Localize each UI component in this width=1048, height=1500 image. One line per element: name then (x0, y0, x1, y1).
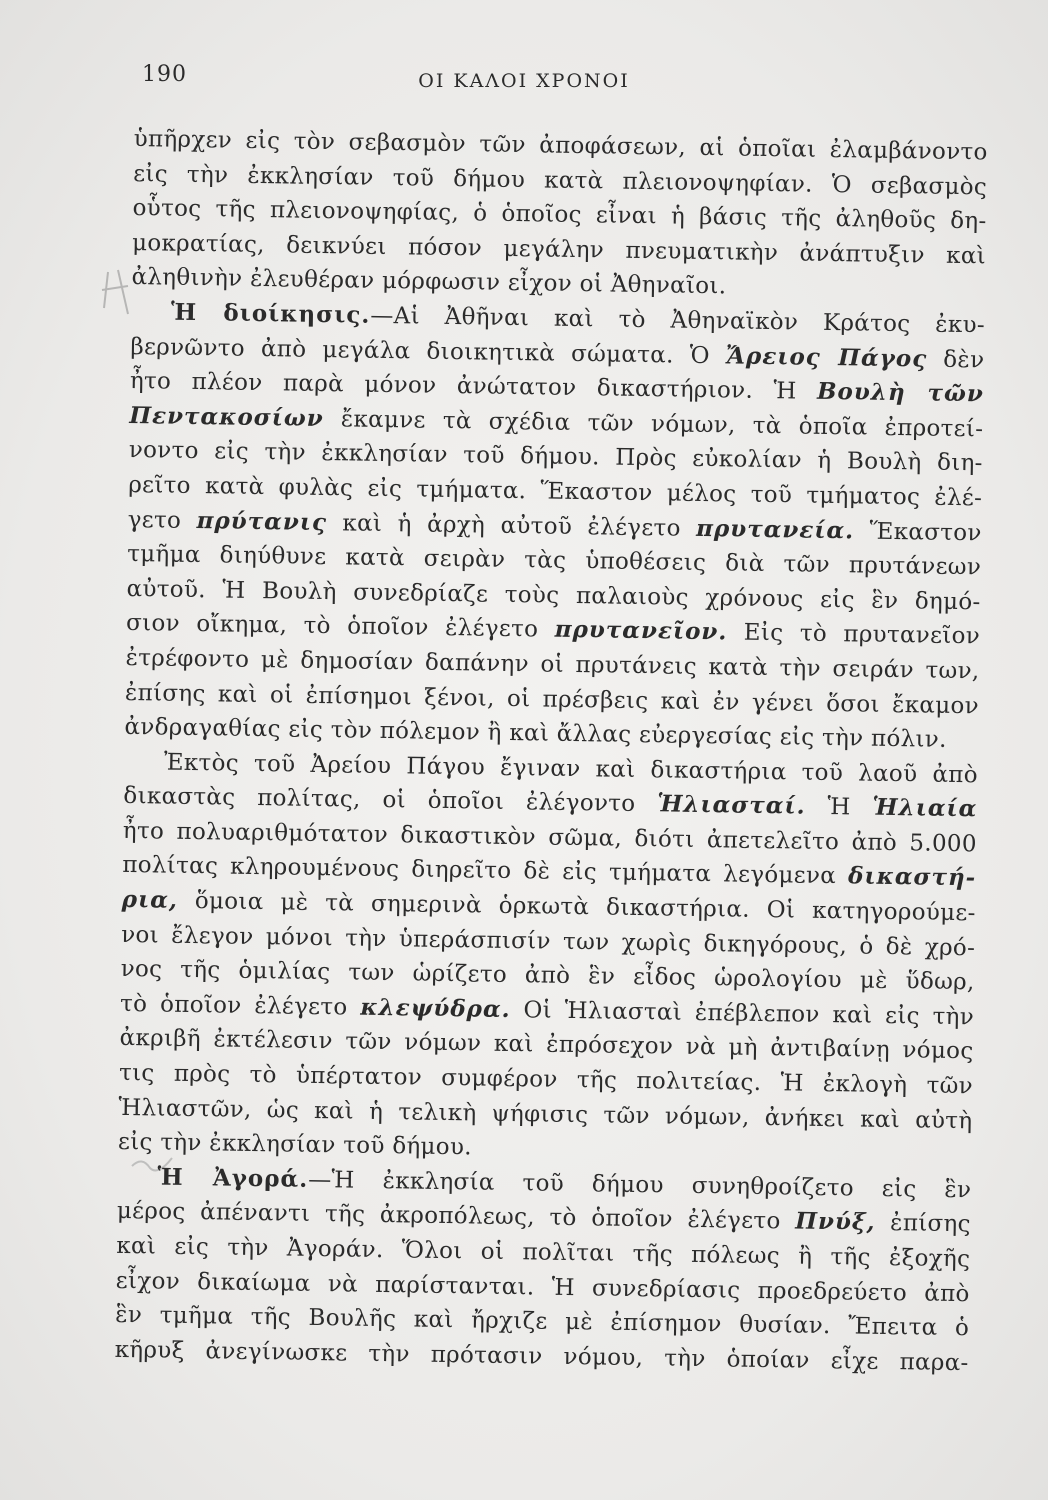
text-line: ρια, ὅμοια μὲ τὰ σημερινὰ ὁρκωτὰ δικαστήρια. Οἱ κατηγορούμε- (121, 885, 976, 927)
text-line: σιον οἴκημα, τὸ ὁποῖον ἐλέγετο πρυτανεῖον. Εἰς τὸ πρυτανεῖον (125, 610, 981, 650)
page-number: 190 (142, 62, 187, 87)
running-title: ΟΙ ΚΑΛΟΙ ΧΡΟΝΟΙ (418, 70, 630, 92)
text-line: ἦτο πλέον παρὰ μόνον ἀνώτατον δικαστήριον. Ἡ Βουλὴ τῶν (129, 368, 985, 408)
emphasized-term: Ἄρειος Πάγος (725, 341, 928, 373)
text-line: οὗτος τῆς πλειονοψηφίας, ὁ ὁποῖος εἶναι ἡ βάσις τῆς ἀληθοῦς δη- (132, 195, 987, 235)
emphasized-term: Ἡλιαία (872, 793, 978, 823)
text-line: τμῆμα διηύθυνε κατὰ σειρὰν τὰς ὑποθέσεις διὰ τῶν πρυτάνεων (127, 541, 982, 581)
text-line: εἰς τὴν ἐκκλησίαν τοῦ δήμου κατὰ πλειονοψηφίαν. Ὁ σεβασμὸς (132, 160, 988, 200)
text-line: ὑπῆρχεν εἰς τὸν σεβασμὸν τῶν ἀποφάσεων, αἱ ὁποῖαι ἐλαμβάνοντο (133, 125, 988, 166)
text-line: εἶχον δικαίωμα νὰ παρίστανται. Ἡ συνεδρίασις προεδρεύετο ἀπὸ (115, 1267, 970, 1307)
text-line: ἓν τμῆμα τῆς Βουλῆς καὶ ἤρχιζε μὲ ἐπίσημον θυσίαν. Ἔπειτα ὁ (115, 1302, 970, 1342)
section-heading-administration: Ἡ διοίκησις. (170, 298, 371, 329)
emphasized-term: ρια, (121, 885, 179, 914)
text-line: νοντο εἰς τὴν ἐκκλησίαν τοῦ δήμου. Πρὸς εὐκολίαν ἡ Βουλὴ διη- (128, 437, 983, 477)
emphasized-term: Πεντακοσίων (129, 401, 324, 432)
text-line: κῆρυξ ἀνεγίνωσκε τὴν πρότασιν νόμου, τὴν ὁποίαν εἶχε παρα- (114, 1336, 969, 1377)
emphasized-term: κλεψύδρα. (360, 993, 511, 1023)
text-line: ἀκριβῆ ἐκτέλεσιν τῶν νόμων καὶ ἐπρόσεχον νὰ μὴ ἀντιβαίνῃ νόμος (119, 1025, 974, 1065)
text-line: ρεῖτο κατὰ φυλὰς εἰς τμήματα. Ἕκαστον μέλος τοῦ τμήματος ἐλέ- (128, 471, 983, 512)
text-line: Ἡ Ἀγορά.—Ἡ ἐκκλησία τοῦ δήμου συνηθροίζετο εἰς ἓν (157, 1163, 972, 1204)
text-line: βερνῶντο ἀπὸ μεγάλα διοικητικὰ σώματα. Ὁ Ἄρειος Πάγος δὲν (130, 333, 985, 373)
text-line: Ἡ διοίκησις.—Αἱ Ἀθῆναι καὶ τὸ Ἀθηναϊκὸν Κράτος ἐκυ- (170, 298, 986, 339)
text-line: ἐπίσης καὶ οἱ ἐπίσημοι ξένοι, οἱ πρέσβεις καὶ ἐν γένει ὅσοι ἔκαμον (124, 679, 980, 719)
emphasized-term: πρυτανεία. (695, 514, 855, 544)
text-line: μοκρατίας, δεικνύει πόσον μεγάλην πνευματικὴν ἀνάπτυξιν καὶ (131, 229, 987, 270)
text-line: γετο πρύτανις καὶ ἡ ἀρχὴ αὐτοῦ ἐλέγετο πρυτανεία. Ἕκαστον (127, 506, 982, 546)
text-line: τὸ ὁποῖον ἐλέγετο κλεψύδρα. Οἱ Ἡλιασταὶ ἐπέβλεπον καὶ εἰς τὴν (119, 990, 975, 1031)
text-line: τις πρὸς τὸ ὑπέρτατον συμφέρον τῆς πολιτείας. Ἡ ἐκλογὴ τῶν (118, 1059, 974, 1100)
text-line: Πεντακοσίων ἔκαμνε τὰ σχέδια τῶν νόμων, τὰ ὁποῖα ἐπροτεί- (129, 401, 984, 443)
body-text (114, 122, 987, 1381)
emphasized-term: Ἡλιασταί. (657, 790, 806, 820)
text-line: ἀνδραγαθίας εἰς τὸν πόλεμον ἢ καὶ ἄλλας εὐεργεσίας εἰς τὴν πόλιν. (124, 714, 947, 753)
text-line: ἐτρέφοντο μὲ δημοσίαν δαπάνην οἱ πρυτάνεις κατὰ τὴν σειράν των, (125, 644, 980, 685)
text-line: νος τῆς ὁμιλίας των ὡρίζετο ἀπὸ ἓν εἶδος ὡρολογίου μὲ ὕδωρ, (120, 956, 975, 996)
emphasized-term: πρυτανεῖον. (554, 615, 728, 646)
text-line: ἦτο πολυαριθμότατον δικαστικὸν σῶμα, διότι ἀπετελεῖτο ἀπὸ 5.000 (122, 817, 977, 858)
text-line: καὶ εἰς τὴν Ἀγοράν. Ὅλοι οἱ πολῖται τῆς πόλεως ἢ τῆς ἐξοχῆς (116, 1232, 971, 1273)
text-line: ἀληθινὴν ἐλευθέραν μόρφωσιν εἶχον οἱ Ἀθηναῖοι. (131, 264, 727, 300)
text-line: εἰς τὴν ἐκκλησίαν τοῦ δήμου. (117, 1129, 473, 1161)
text-line: πολίτας κληρουμένους διηρεῖτο δὲ εἰς τμήματα λεγόμενα δικαστή- (122, 852, 977, 892)
text-line: Ἡλιαστῶν, ὡς καὶ ἡ τελικὴ ψήφισις τῶν νόμων, ἀνήκει καὶ αὐτὴ (118, 1094, 973, 1134)
emphasized-term: Πνύξ, (795, 1207, 876, 1237)
text-line: αὐτοῦ. Ἡ Βουλὴ συνεδρίαζε τοὺς παλαιοὺς χρόνους εἰς ἓν δημό- (126, 575, 981, 616)
text-line: νοι ἔλεγον μόνοι τὴν ὑπεράσπισίν των χωρὶς δικηγόρους, ὁ δὲ χρό- (121, 921, 976, 961)
page-header (0, 58, 1048, 98)
emphasized-term: πρύτανις (196, 506, 328, 536)
text-line: μέρος ἀπέναντι τῆς ἀκροπόλεως, τὸ ὁποῖον ἐλέγετο Πνύξ, ἐπίσης (116, 1198, 972, 1238)
text-line: Ἐκτὸς τοῦ Ἀρείου Πάγου ἔγιναν καὶ δικαστήρια τοῦ λαοῦ ἀπὸ (163, 749, 979, 789)
emphasized-term: δικαστή- (847, 862, 977, 892)
emphasized-term: Βουλὴ τῶν (816, 377, 985, 408)
text-line: δικαστὰς πολίτας, οἱ ὁποῖοι ἐλέγοντο Ἡλιασταί. Ἡ Ἡλιαία (123, 783, 978, 823)
section-heading-agora: Ἡ Ἀγορά. (157, 1163, 309, 1193)
